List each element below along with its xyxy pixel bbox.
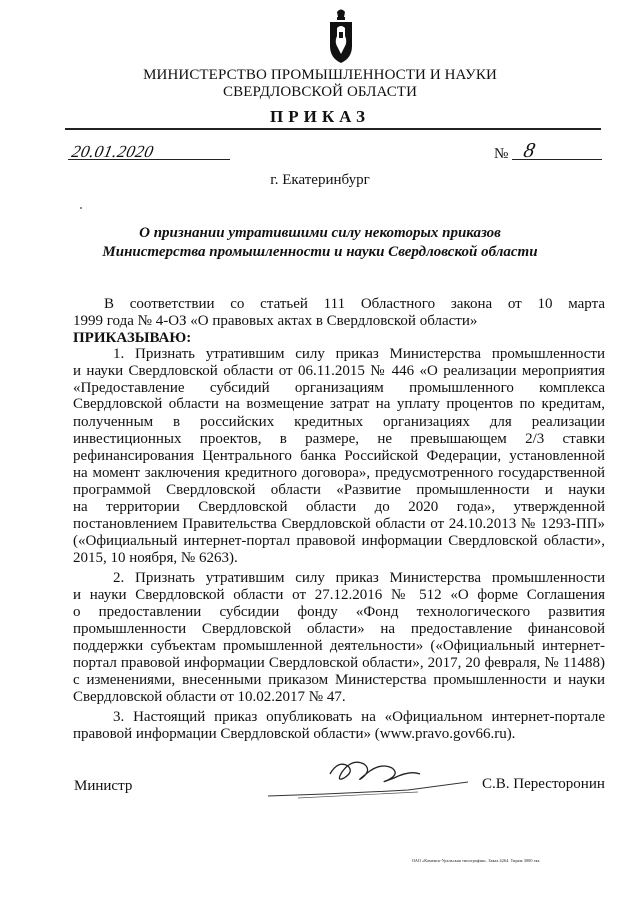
header-divider [65,128,601,130]
order-date: 20.01.2020 [70,142,156,161]
body-line: портал правовой информации Свердловской области», 2017, 20 февраля, № 11488) [73,655,605,671]
body-line: и науки Свердловской области от 06.11.2015 № 446 «О реализации мероприятия [73,363,605,379]
body-line: правовой информации Свердловской области» (www.pravo.gov66.ru). [73,726,516,742]
body-line: о предоставлении субсидии фонду «Фонд технологического развития [73,604,605,620]
body-line: на момент заключения кредитного договора», предусмотренного государственной [73,465,605,481]
body-line: Свердловской области от 10.02.2017 № 47. [73,689,346,705]
body-line: В соответствии со статьей 111 Областного закона от 10 марта [104,296,605,312]
body-line: с изменениями, внесенными приказом Министерства промышленности и науки [73,672,605,688]
body-line: Свердловской области на возмещение затрат на уплату процентов по кредитам, [73,396,605,412]
handwritten-signature [268,752,468,802]
number-underline [512,159,602,160]
ministry-name-line-2: СВЕРДЛОВСКОЙ ОБЛАСТИ [222,84,417,100]
subject-line-2: Министерства промышленности и науки Свердловской области [102,244,538,260]
body-line: на территории Свердловской области до 2020 года», утвержденной [73,499,605,515]
subject-line-1: О признании утратившими силу некоторых приказов [139,225,501,241]
document-type-title: ПРИКАЗ [270,107,370,126]
coat-of-arms-emblem [328,8,354,64]
body-line: 2015, 10 ноября, № 6263). [73,550,238,566]
body-line: 3. Настоящий приказ опубликовать на «Официальном интернет-портале [113,709,605,725]
body-line: («Официальный интернет-портал правовой информации Свердловской области», [73,533,605,549]
body-line: 1. Признать утратившим силу приказ Министерства промышленности [113,346,605,362]
order-directive: ПРИКАЗЫВАЮ: [73,330,192,346]
order-number: 8 [521,138,538,162]
date-underline [68,159,230,160]
body-line: и науки Свердловской области от 27.12.2016 № 512 «О форме Соглашения [73,587,605,603]
body-line: поддержки субъектам промышленной деятельности» («Официальный интернет- [73,638,605,654]
body-line: полученным в российских кредитных организациях для реализации [73,414,605,430]
signatory-title: Министр [74,778,133,794]
scan-speck [80,207,82,209]
order-number-label: № [494,146,509,162]
body-line: рефинансирования Центрального банка Российской Федерации, установленной [73,448,605,464]
city: г. Екатеринбург [270,172,370,188]
body-line: программой Свердловской области «Развитие промышленности и науки [73,482,605,498]
printer-imprint: ОАО «Каменск-Уральская типография». Заказ 4264. Тираж 3000 экз. [412,858,541,863]
signatory-name: С.В. Пересторонин [482,776,605,792]
body-line: 1999 года № 4-ОЗ «О правовых актах в Свердловской области» [73,313,478,329]
body-line: инвестиционных проектов, в размере, не превышающем 2/3 ставки [73,431,605,447]
ministry-name-line-1: МИНИСТЕРСТВО ПРОМЫШЛЕННОСТИ И НАУКИ [143,67,497,83]
body-line: постановлением Правительства Свердловской области от 24.10.2013 № 1293-ПП» [73,516,605,532]
body-line: «Предоставление субсидий организациям промышленного комплекса [73,380,605,396]
body-line: промышленности Свердловской области» на предоставление финансовой [73,621,605,637]
body-line: 2. Признать утратившим силу приказ Министерства промышленности [113,570,605,586]
